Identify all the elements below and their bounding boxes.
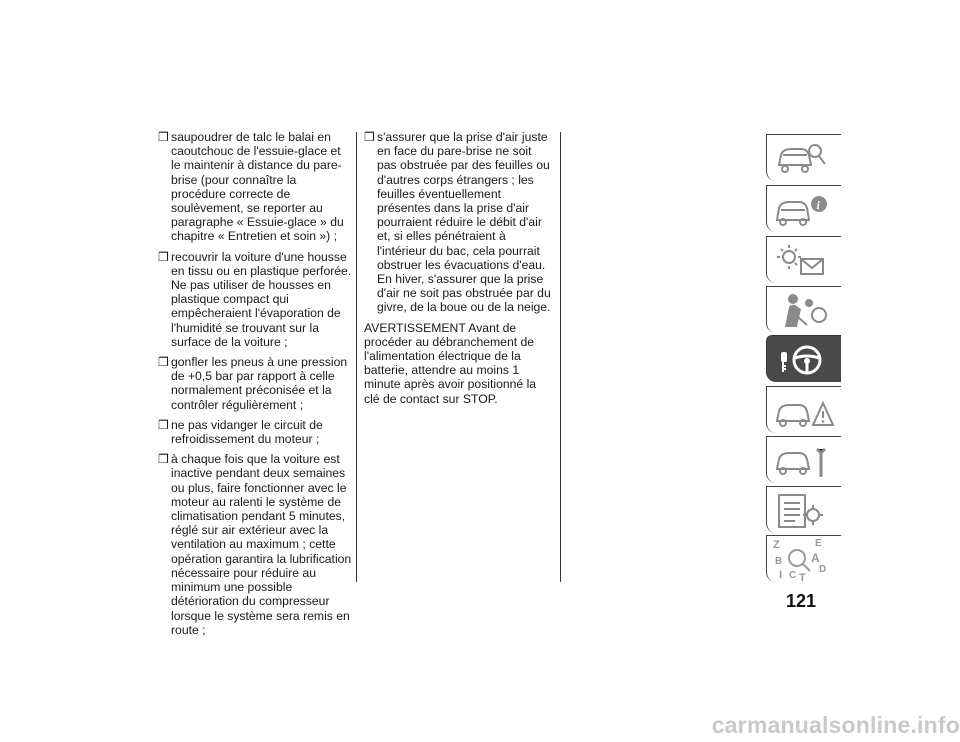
steering-wheel-key-icon [767,336,841,382]
chapter-tab-dashboard[interactable] [766,185,841,232]
checkbox-bullet-icon: ❒ [364,130,375,144]
technical-data-list-icon [767,487,841,533]
warning-light-message-icon [767,237,841,283]
index-letter: E [815,538,822,549]
index-letter: D [819,564,827,575]
car-wrench-icon [767,437,841,483]
checkbox-bullet-icon: ❒ [158,249,169,264]
chapter-tab-maintenance[interactable] [766,436,841,483]
index-letter: I [779,569,783,581]
index-letter: T [799,572,806,582]
svg-text:i: i [816,198,820,212]
list-item: ❒ à chaque fois que la voiture est inactive pendant deux semaines ou plus, faire fonctionner avec le moteur au ralenti le système de climatisation pendant 5 minutes, réglé sur air extérieur avec la ventilation au maximum ; cette opération garantira la lubrification nécessaire pour réduire au minimum une possible détérioration du compresseur lorsque le système sera remis en route ; [158,452,352,637]
checkbox-bullet-icon: ❒ [158,452,169,467]
list-item: ❒ ne pas vidanger le circuit de refroidissement du moteur ; [158,417,323,447]
chapter-tab-safety[interactable] [766,286,841,333]
left-column [158,130,352,643]
right-column [364,130,552,406]
index-letter: Z [773,539,780,551]
chapter-tab-emergency[interactable] [766,386,841,433]
list-item: ❒ recouvrir la voiture d'une housse en tissu ou en plastique perforée. Ne pas utiliser de housses en plastique compact qui empêcheraient l'évaporation de l'humidité se trouvant sur la surface de la voiture ; [158,249,352,349]
column-divider [560,132,561,582]
index-letter: C [789,570,797,581]
alphabetical-index-icon [767,536,841,582]
chapter-tab-knowing-your-car[interactable] [766,134,841,181]
checkbox-bullet-icon: ❒ [158,355,169,370]
chapter-tab-warning-lights[interactable] [766,236,841,283]
warning-paragraph: AVERTISSEMENT Avant de procéder au débranchement de l'alimentation électrique de la batterie, attendre au moins 1 minute après avoir positionné la clé de contact sur STOP. [364,320,537,406]
checkbox-bullet-icon: ❒ [158,130,169,144]
list-item: ❒ s'assurer que la prise d'air juste en face du pare-brise ne soit pas obstruée par des feuilles ou d'autres corps étrangers ; les feuilles éventuellement présentes dans la prise d'air pourraient réduire le débit d'air et, si elles pénétraient à l'intérieur du bac, cela pourrait obstruer les évacuations d'eau. En hiver, s'assurer que la prise d'air ne soit pas obstruée par du givre, de la boue ou de la neige. [364,130,551,315]
list-item: ❒ gonfler les pneus à une pression de +0,5 bar par rapport à celle normalement préconisée et la contrôler régulièrement ; [158,355,348,412]
watermark-footer: carmanualsonline.info [711,712,960,738]
column-divider [356,132,357,582]
chapter-tab-index[interactable] [766,535,841,582]
index-letter: B [775,556,783,567]
airbag-person-icon [767,287,841,333]
list-item: ❒ saupoudrer de talc le balai en caoutchouc de l'essuie-glace et le maintenir à distance du pare-brise (pour connaître la procédure correcte de soulèvement, se reporter au paragraphe « Essuie-glace » du chapitre « Entretien et soin ») ; [158,130,344,244]
chapter-tab-starting-and-driving[interactable] [766,335,841,382]
chapter-tab-technical-data[interactable] [766,486,841,533]
checkbox-bullet-icon: ❒ [158,417,169,432]
page-number: 121 [785,591,817,611]
index-letter: A [811,551,820,565]
car-info-icon [767,186,841,232]
car-magnifier-icon [767,135,841,181]
car-crash-warning-icon [767,387,841,433]
